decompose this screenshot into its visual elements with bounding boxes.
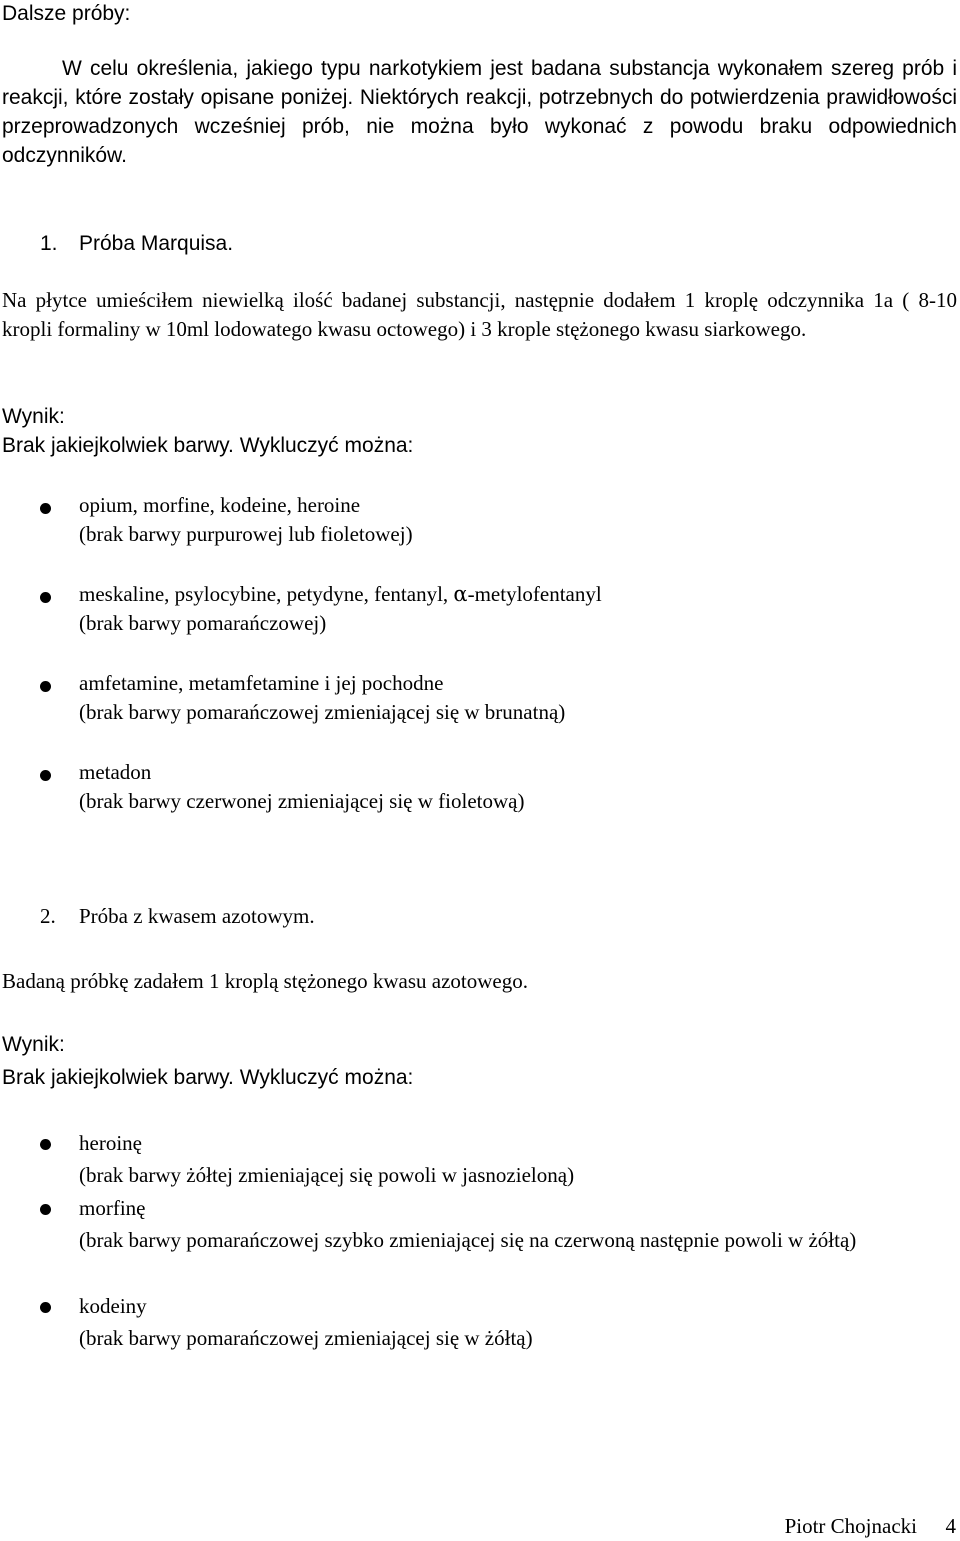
substance-note: (brak barwy czerwonej zmieniającej się w fioletową) [79, 789, 525, 813]
substance-name: kodeiny [79, 1294, 147, 1318]
section-heading: Dalsze próby: [2, 2, 131, 25]
bullet-icon [40, 1204, 51, 1215]
result-exclude: Wykluczyć można: [239, 434, 414, 457]
test2-description: Badaną próbkę zadałem 1 kroplą stężonego kwasu azotowego. [2, 969, 528, 993]
test2-result-text [2, 1063, 413, 1092]
test1-description: Na płytce umieściłem niewielką ilość badanej substancji, następnie dodałem 1 kroplę odczynnika 1a ( 8-10 kropli formaliny w 10ml lodowatego kwasu octowego) i 3 krople stężonego kwasu siarkowego. [2, 288, 957, 341]
alpha-symbol: α [453, 582, 468, 606]
substance-note: (brak barwy pomarańczowej zmieniającej się w żółtą) [79, 1326, 533, 1350]
result-no-color: Brak jakiejkolwiek barwy. [2, 434, 234, 457]
test2-result-label: Wynik: [2, 1033, 65, 1056]
intro-paragraph: W celu określenia, jakiego typu narkotykiem jest badana substancja wykonałem szereg prób i reakcji, które zostały opisane poniżej. Niektórych reakcji, potrzebnych do potwierdzenia prawidłowości przeprowadzonych wcześniej prób, nie można było wykonać z powodu braku odpowiednich odczynników. [2, 57, 957, 167]
page-footer [785, 1512, 956, 1541]
substance-name: metadon [79, 760, 152, 784]
substance-note: (brak barwy purpurowej lub fioletowej) [79, 522, 413, 546]
bullet-icon [40, 1302, 51, 1313]
bullet-icon [40, 1139, 51, 1150]
substance-name [79, 580, 957, 609]
test1-result-label: Wynik: [2, 405, 65, 428]
substance-note: (brak barwy pomarańczowej zmieniającej się w brunatną) [79, 700, 566, 724]
substance-note: (brak barwy żółtej zmieniającej się powoli w jasnozieloną) [79, 1163, 575, 1187]
substance-name-suffix: -metylofentanyl [467, 582, 602, 606]
test1-title: Próba Marquisa. [79, 232, 234, 255]
substance-name: morfinę [79, 1196, 146, 1220]
bullet-icon [40, 503, 51, 514]
author-name: Piotr Chojnacki [784, 1514, 917, 1538]
test2-number: 2. [40, 904, 56, 928]
substance-name: heroinę [79, 1131, 142, 1155]
substance-name: opium, morfine, kodeine, heroine [79, 493, 361, 517]
test2-title: Próba z kwasem azotowym. [79, 904, 315, 928]
substance-note: (brak barwy pomarańczowej szybko zmieniającej się na czerwoną następnie powoli w żółtą) [79, 1228, 857, 1252]
bullet-icon [40, 592, 51, 603]
test1-result-text [2, 431, 413, 460]
substance-name: amfetamine, metamfetamine i jej pochodne [79, 671, 444, 695]
page-number: 4 [945, 1514, 956, 1538]
substance-note: (brak barwy pomarańczowej) [79, 611, 327, 635]
result-no-color: Brak jakiejkolwiek barwy. [2, 1066, 234, 1089]
substance-name-prefix: meskaline, psylocybine, petydyne, fentanyl, [79, 582, 454, 606]
test1-number: 1. [40, 232, 58, 255]
result-exclude: Wykluczyć można: [239, 1066, 414, 1089]
bullet-icon [40, 681, 51, 692]
bullet-icon [40, 770, 51, 781]
